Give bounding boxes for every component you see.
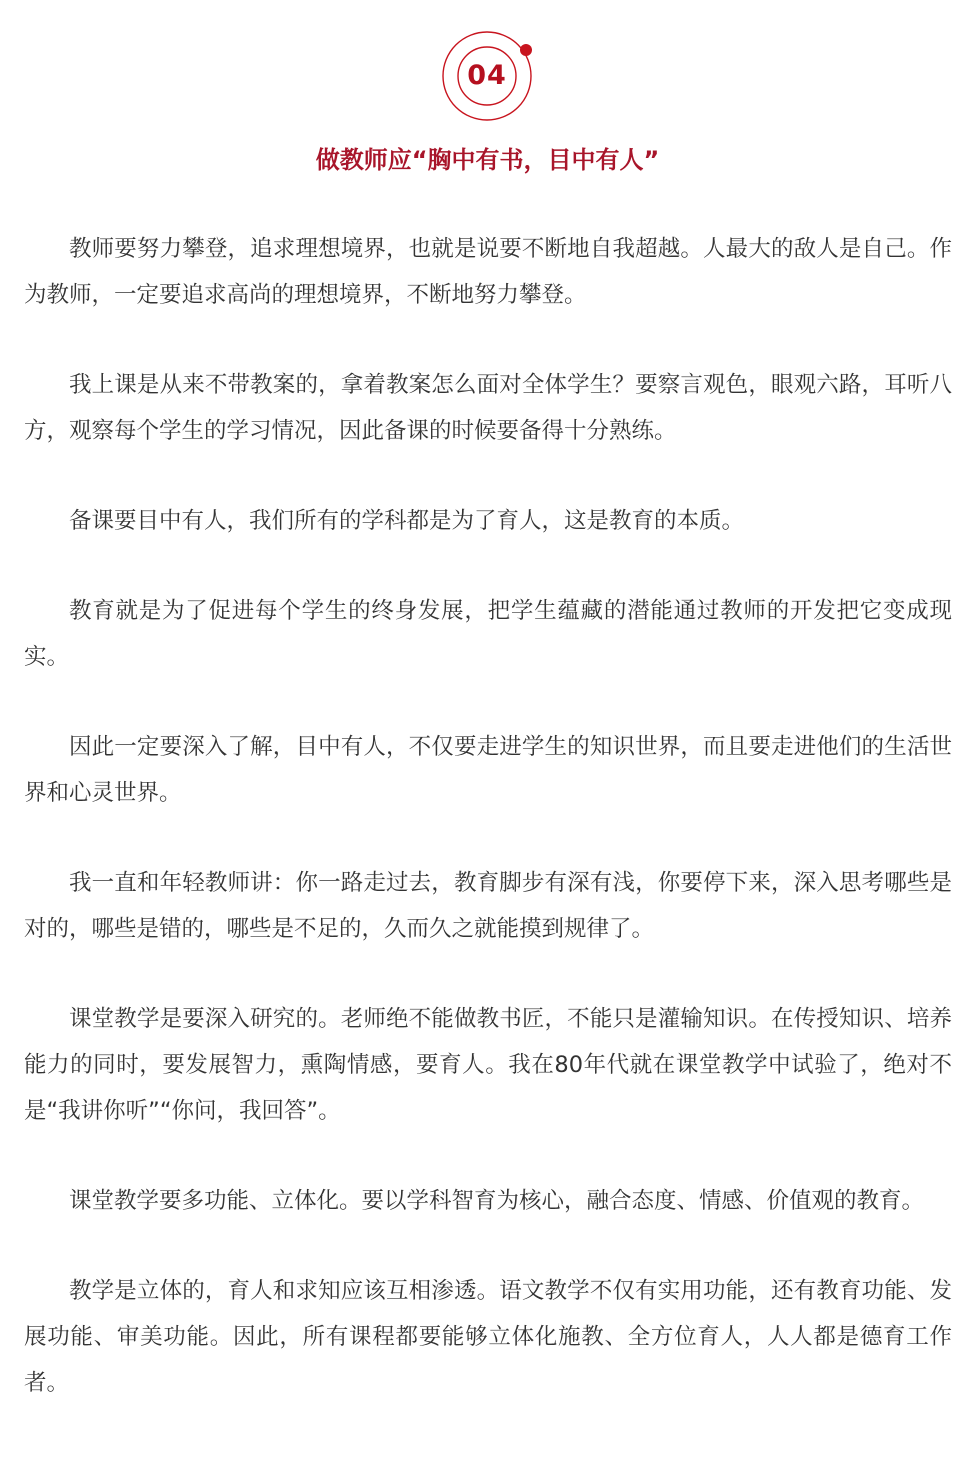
section-number: 04 xyxy=(467,60,507,91)
paragraph-5: 因此一定要深入了解，目中有人，不仅要走进学生的知识世界，而且要走进他们的生活世界和心灵世界。 xyxy=(24,734,952,806)
paragraph-4: 教育就是为了促进每个学生的终身发展，把学生蕴藏的潜能通过教师的开发把它变成现实。 xyxy=(24,598,952,670)
paragraph-8: 课堂教学要多功能、立体化。要以学科智育为核心，融合态度、情感、价值观的教育。 xyxy=(69,1188,925,1214)
paragraph-3: 备课要目中有人，我们所有的学科都是为了育人，这是教育的本质。 xyxy=(69,508,745,534)
section-number-badge xyxy=(441,30,533,122)
paragraph-1: 教师要努力攀登，追求理想境界，也就是说要不断地自我超越。人最大的敌人是自己。作为教师，一定要追求高尚的理想境界，不断地努力攀登。 xyxy=(24,236,952,308)
article-body xyxy=(24,226,952,1450)
paragraph-9: 教学是立体的，育人和求知应该互相渗透。语文教学不仅有实用功能，还有教育功能、发展功能、审美功能。因此，所有课程都要能够立体化施教、全方位育人，人人都是德育工作者。 xyxy=(24,1278,952,1396)
paragraph-6: 我一直和年轻教师讲：你一路走过去，教育脚步有深有浅，你要停下来，深入思考哪些是对的，哪些是错的，哪些是不足的，久而久之就能摸到规律了。 xyxy=(24,870,952,942)
paragraph-7: 课堂教学是要深入研究的。老师绝不能做教书匠，不能只是灌输知识。在传授知识、培养能力的同时，要发展智力，熏陶情感，要育人。我在80年代就在课堂教学中试验了，绝对不是“我讲你听”“你问，我回答”。 xyxy=(24,1006,952,1124)
section-title: 做教师应“胸中有书，目中有人” xyxy=(315,146,660,174)
paragraph-2: 我上课是从来不带教案的，拿着教案怎么面对全体学生？要察言观色，眼观六路，耳听八方，观察每个学生的学习情况，因此备课的时候要备得十分熟练。 xyxy=(24,372,952,444)
